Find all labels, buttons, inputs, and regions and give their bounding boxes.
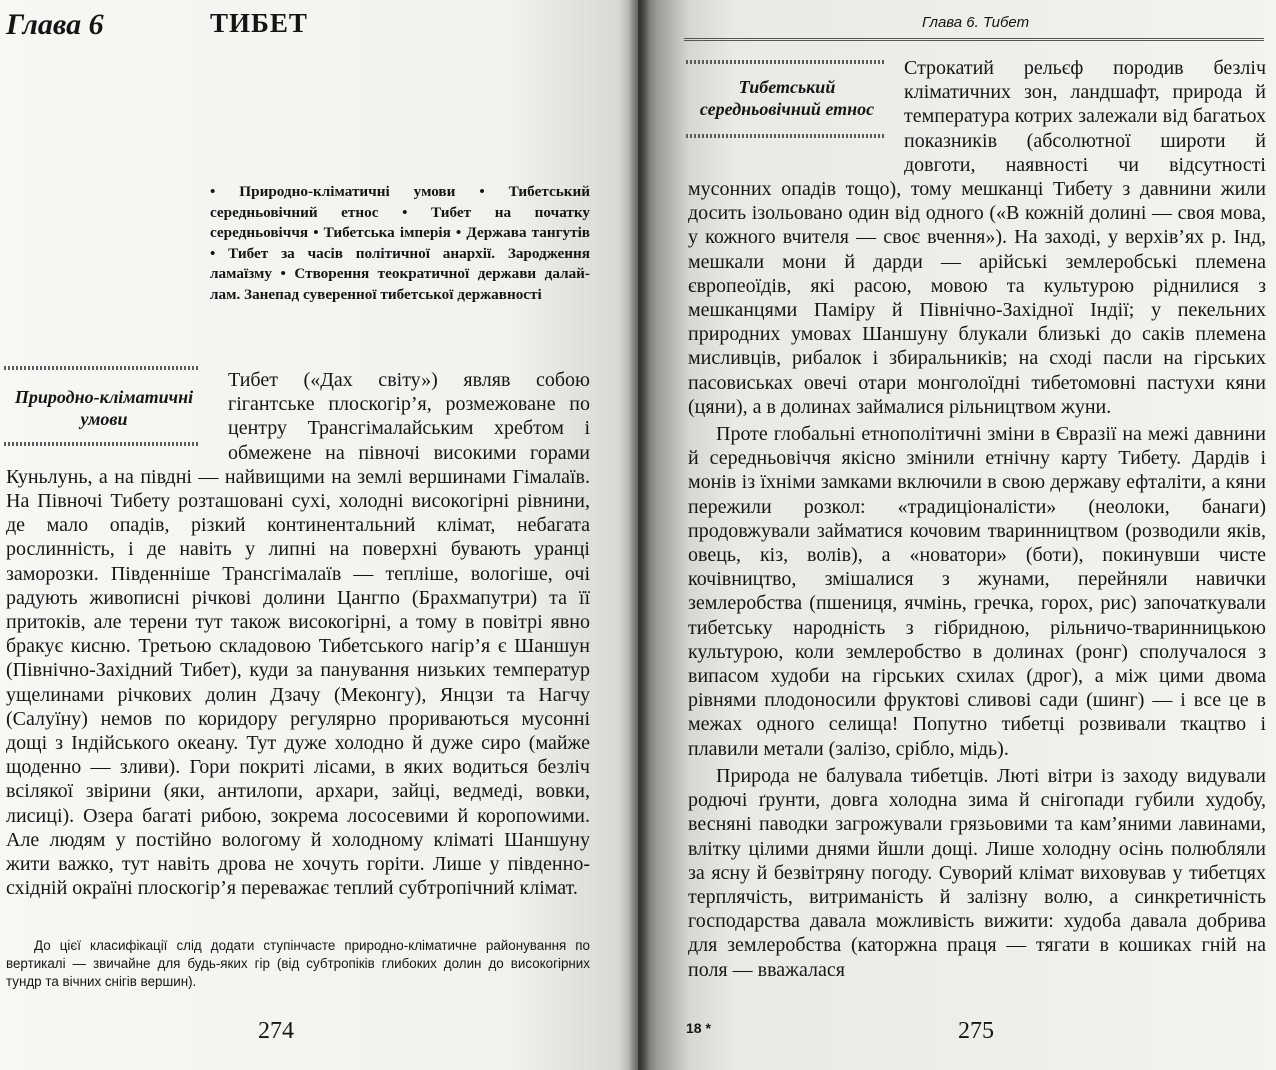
climate-paragraph: Тибет («Дах світу») являв собою гігантське плоскогір’я, розмежоване по центру Трансгімалайським хребтом і обмежене на півночі високими горами Куньлунь, а на півдні — найвищими на землі вершинами Гімалаїв. На Півночі Тибету розташовані сухі, холодні високогірні рівнини, де мало опадів, різкий континентальний клімат, небагата рослинність, і де навіть у липні на поверхні бувають уранці заморозки. Південніше Трансгімалаїв — тепліше, вологіше, очі радують живописні річкові долини Цангпо (Брахмапутри) та її притоків, але терени тут також високогірні, а тому в повітрі явно бракує кисню. Третьою складовою Тибетського нагір’я є Шаншун (Північно-Західний Тибет), куди за панування низьких температур ущелинами річкових долин Дзачу (Меконгу), Янцзи та Нагчу (Салуїну) немов по коридору регулярно прориваються мусонні дощі з Індійського океану. Тут дуже холодно й дуже сиро (майже щоденно — зливи). Гори покриті лісами, в яких водиться безліч всілякої звірини (яки, антилопи, архари, зайці, ведмеді, вовки, лисиці). Озера багаті рибою, зокрема лососевими й коропowими. Але людям у постійно вологому й холодному кліматі Шаншуну жити важко, тут навіть дрова не хочуть горіти. Лише у південно-східній окраїні плоскогір’я переважає теплий субтропічний клімат. [6, 369, 590, 900]
footnote: До цієї класифікації слід додати ступінчасте природно-кліматичне районування по вертикалі — звичайне для будь-яких гір (від субтропіків глибоких долин до високогірних тундр та вічних снігів вершин). [6, 938, 590, 989]
ethnos-paragraph-1: Строкатий рельєф породив безліч кліматичних зон, ландшафт, природа й температура котрих залежали від багатьох показників (абсолютної широти й довготи, наявності чи відсутності мусонних опадів тощо), тому мешканці Тибету з давнини жили досить ізольовано один від одного («В кожній долині — своя мова, у кожного вчителя — своє вчення»). На заході, у верхів’ях р. Інд, мешкали мони й дарди — арійські землеробські племена європеоїдів, які расою, мовою та культурою ріднилися з мешканцями Паміру й Північно-Західної Індії; у пекельних природних умовах Шаншуну блукали близькі до саків племена мисливців, рибалок і збиральників; на сході пасли на гірських пасовиськах овечі отари монголоїдні тибетомовні пастухи кяни (цяни), а в долинах займалися рільництвом жуни. [688, 57, 1266, 418]
ethnos-paragraph-2: Проте глобальні етнополітичні зміни в Євразії на межі давнини й середньовіччя якісно змінили етнічну карту Тибету. Дардів і монів із їхніми замками включили в свою державу ефталіти, а кяни пережили розкол: «традиціоналісти» (неолоки, банаги) продовжували займатися кочовим тваринництвом (розводили яків, овець, кіз, волів), а «новатори» (боти), покинувши чисте кочівництво, змішалися з жунами, перейняли навички землеробства (пшениця, ячмінь, гречка, горох, рис) започаткували тибетську народність з гібридною, рільничо-тваринницькою культурою, коли землеробство в долинах (ронг) сполучалося з випасом худоби на гірських схилах (дрог), а між цими двома рівнями плодоносили фруктові сливові сади (шинг) — і все це в межах одного селища! Попутно тибетці розвивали ткацтво і плавили метали (залізо, срібло, мідь). [688, 423, 1266, 760]
climate-paragraph-block [6, 368, 590, 900]
heading-spacer [688, 56, 904, 176]
book-gutter-shadow [628, 0, 650, 1070]
section-heading-ethnos: Тибетський середньовічний етнос [699, 77, 875, 119]
section-heading-climate: Природно-кліматичні умови [14, 387, 194, 429]
running-head: Глава 6. Тибет [922, 14, 1030, 31]
running-head-rule [684, 38, 1264, 41]
signature-mark: 18 * [686, 1020, 711, 1036]
right-page [638, 0, 1276, 1070]
ethnos-text-block [688, 56, 1266, 982]
ethnos-paragraph-3: Природа не балувала тибетців. Люті вітри із заходу видували родючі ґрунти, довга холодна зима й снігопади губили худобу, весняні паводки загрожували грязьовими та кам’яними лавинами, влітку цілими днями йшли дощі. Лише холодну осінь полюбляли за ясну й безвітряну погоду. Суворий клімат виховував у тибетцях терплячість, витриманість й залізну волю, а синкретичність господарства давала можливість вижити: худоба давала добрива для землеробства (каторжна праця — тягати в кошиках гній на поля — вважалася [688, 764, 1266, 981]
page-number-left: 274 [258, 1018, 294, 1044]
page-number-right: 275 [958, 1018, 994, 1044]
chapter-title: ТИБЕТ [210, 8, 308, 38]
chapter-topics: • Природно-кліматичні умови • Тибетський середньовічний етнос • Тибет на початку середньовіччя • Тибетська імперія • Держава тангутів • Тибет за часів політичної анархії. Зародження ламаїзму • Створення теократичної держави далай-лам. Занепад суверенної тибетської державності [210, 183, 590, 303]
heading-spacer [6, 368, 228, 462]
chapter-number: Глава 6 [6, 8, 104, 41]
